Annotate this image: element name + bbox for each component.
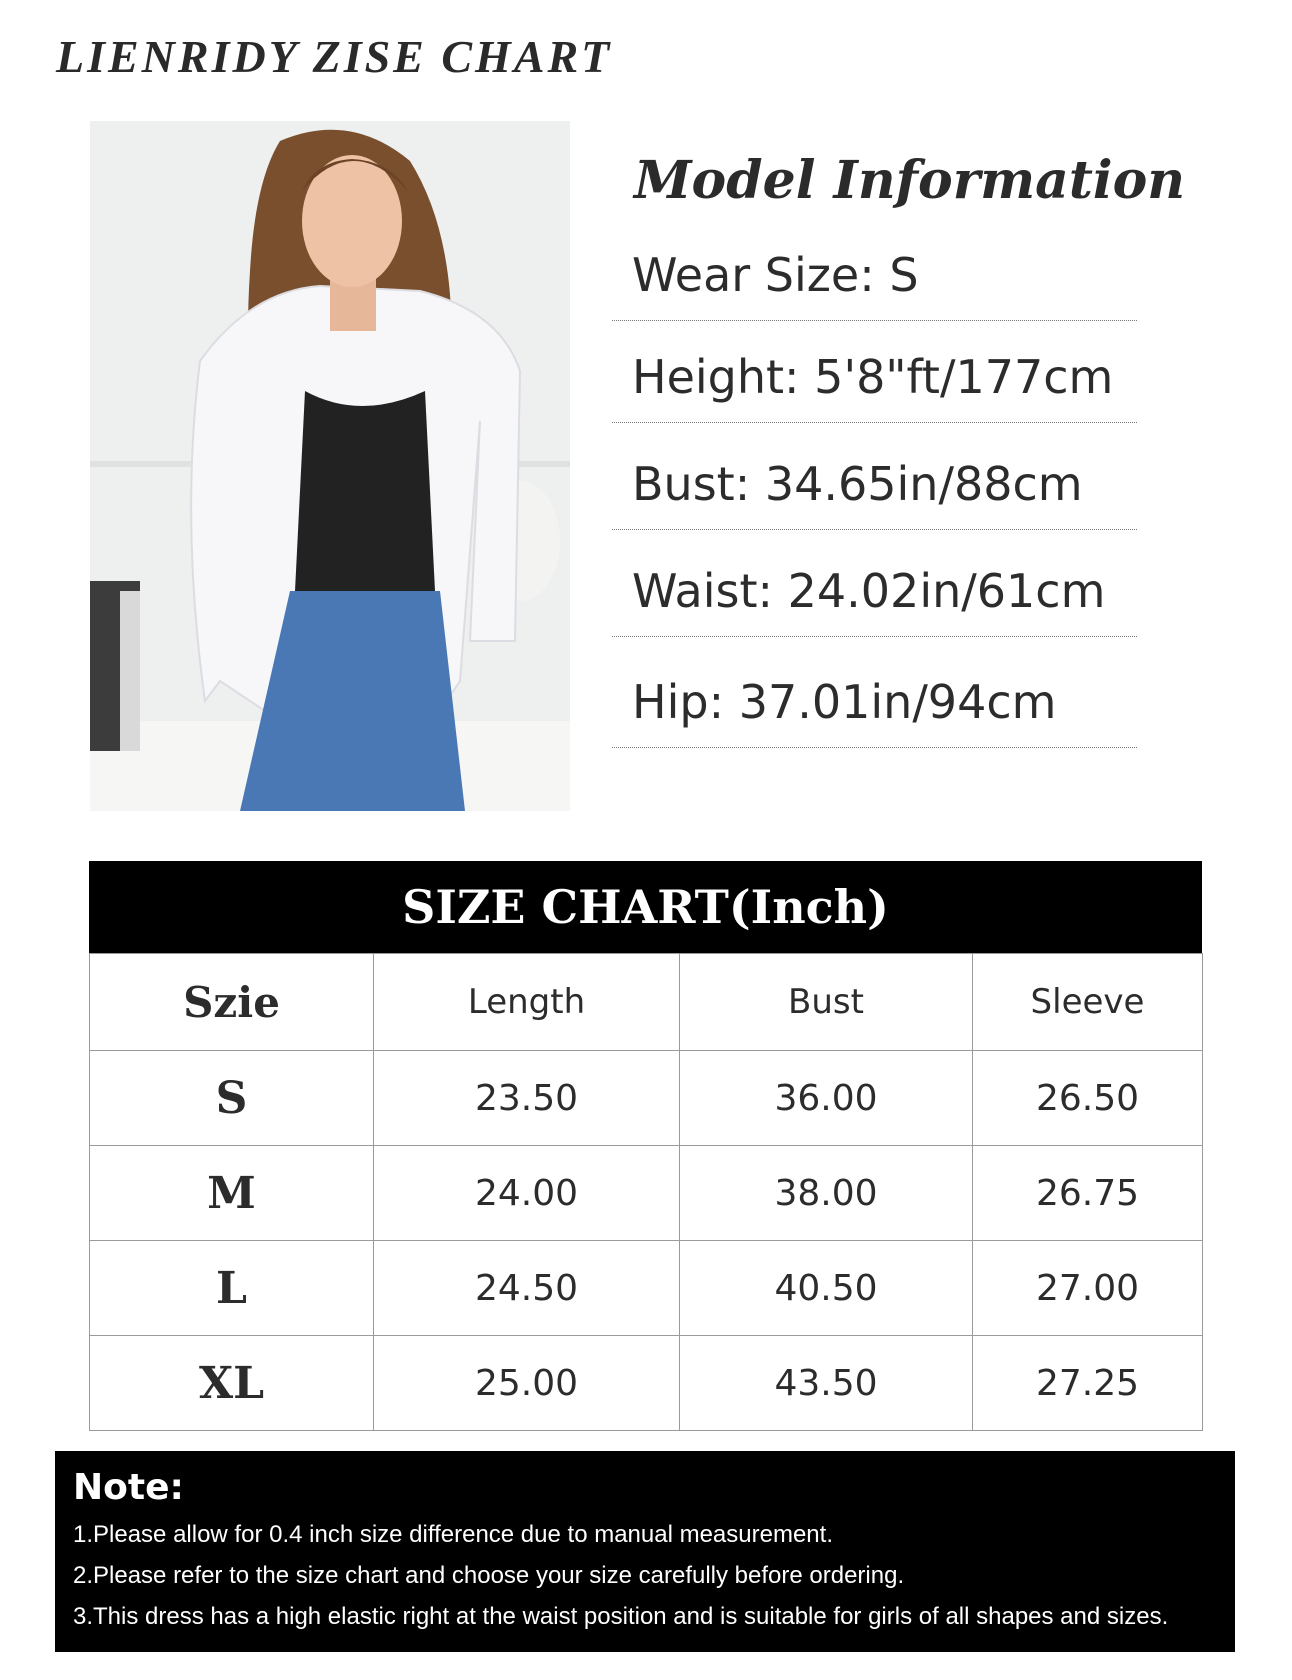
column-header-length: Length (374, 954, 680, 1051)
model-information (612, 150, 1186, 729)
length-cell: 24.00 (374, 1146, 680, 1241)
length-cell: 25.00 (374, 1336, 680, 1431)
table-row (90, 1241, 1203, 1336)
info-text: Wear Size: S (632, 248, 919, 302)
note-line: 3.This dress has a high elastic right at the waist position and is suitable for girls of all shapes and sizes. (73, 1603, 1169, 1630)
info-text: Hip: 37.01in/94cm (632, 675, 1057, 729)
column-header-bust: Bust (680, 954, 973, 1051)
sleeve-cell: 27.25 (973, 1336, 1203, 1431)
bust-cell: 38.00 (680, 1146, 973, 1241)
table-row (90, 1146, 1203, 1241)
bust-cell: 36.00 (680, 1051, 973, 1146)
info-row-wear-size (612, 228, 1137, 321)
model-photo (90, 121, 570, 811)
table-header-row (90, 954, 1203, 1051)
info-row-bust (612, 437, 1137, 530)
size-cell: M (90, 1146, 374, 1241)
sleeve-cell: 26.50 (973, 1051, 1203, 1146)
size-chart-title: SIZE CHART(Inch) (89, 861, 1202, 953)
length-cell: 23.50 (374, 1051, 680, 1146)
note-line: 1.Please allow for 0.4 inch size difference due to manual measurement. (73, 1521, 833, 1548)
sleeve-cell: 26.75 (973, 1146, 1203, 1241)
bust-cell: 43.50 (680, 1336, 973, 1431)
table-row (90, 1336, 1203, 1431)
info-row-hip (612, 655, 1137, 748)
note-title: Note: (73, 1467, 184, 1508)
info-row-height (612, 330, 1137, 423)
info-text: Height: 5'8"ft/177cm (632, 350, 1114, 404)
column-header-size: Szie (90, 954, 374, 1051)
note-line: 2.Please refer to the size chart and choose your size carefully before ordering. (73, 1562, 905, 1589)
length-cell: 24.50 (374, 1241, 680, 1336)
size-cell: XL (90, 1336, 374, 1431)
model-information-heading: Model Information (634, 150, 1186, 211)
size-chart-table (89, 953, 1203, 1431)
sleeve-cell: 27.00 (973, 1241, 1203, 1336)
model-illustration (90, 121, 570, 811)
info-text: Bust: 34.65in/88cm (632, 457, 1083, 511)
note-box (55, 1451, 1235, 1652)
size-chart (89, 861, 1202, 1431)
info-row-waist (612, 544, 1137, 637)
size-cell: S (90, 1051, 374, 1146)
column-header-sleeve: Sleeve (973, 954, 1203, 1051)
size-cell: L (90, 1241, 374, 1336)
brand-title: LIENRIDY ZISE CHART (56, 31, 613, 82)
table-row (90, 1051, 1203, 1146)
info-text: Waist: 24.02in/61cm (632, 564, 1106, 618)
bust-cell: 40.50 (680, 1241, 973, 1336)
